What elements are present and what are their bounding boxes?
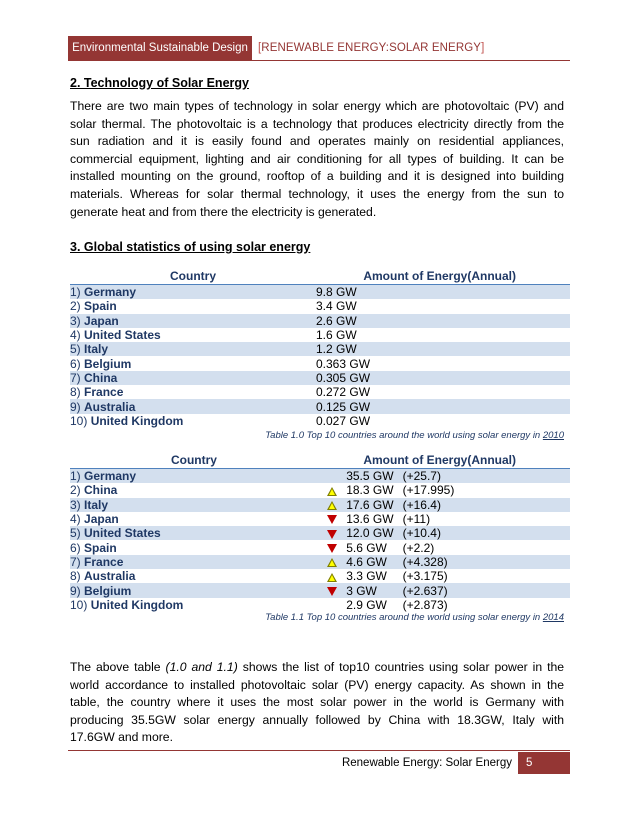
country-cell bbox=[70, 555, 318, 569]
energy-value: 0.125 GW bbox=[316, 399, 570, 413]
closing-p2: shows the list of top10 countries using solar power in the world accordance to installed photovoltaic solar (PV) energy capacity. As shown in the table, the country where it uses the most solar power in the world is Germany with producing 35.5GW solar energy annually followed by China with 18.3GW, Italy with 17.6GW and more. bbox=[70, 660, 565, 745]
energy-value: 0.305 GW bbox=[316, 371, 570, 385]
energy-value: 18.3 GW bbox=[346, 483, 394, 498]
table2-caption bbox=[70, 612, 564, 623]
rank: 1) bbox=[70, 469, 81, 484]
table-row bbox=[70, 356, 570, 370]
country-name: China bbox=[84, 370, 118, 385]
trend-down-icon bbox=[327, 544, 337, 553]
rank: 8) bbox=[70, 385, 81, 400]
table-row bbox=[70, 583, 570, 597]
rank: 1) bbox=[70, 285, 81, 300]
country-name: Belgium bbox=[84, 356, 132, 371]
country-cell bbox=[70, 414, 316, 428]
rank: 5) bbox=[70, 526, 81, 541]
country-cell bbox=[70, 598, 318, 612]
rank: 2) bbox=[70, 483, 81, 498]
trend-up-icon bbox=[327, 487, 337, 496]
country-name: Australia bbox=[84, 399, 136, 414]
table-row bbox=[70, 469, 570, 484]
country-name: United Kingdom bbox=[90, 597, 184, 612]
table-row bbox=[70, 328, 570, 342]
country-name: France bbox=[84, 554, 124, 569]
energy-change: (+25.7) bbox=[403, 469, 570, 484]
energy-value: 1.6 GW bbox=[316, 328, 357, 343]
footer-page-number: 5 bbox=[518, 752, 570, 774]
country-cell bbox=[70, 569, 318, 583]
energy-value: 1.2 GW bbox=[316, 342, 570, 356]
energy-value: 13.6 GW bbox=[346, 512, 394, 527]
country-cell bbox=[70, 540, 318, 554]
header-divider bbox=[68, 60, 570, 61]
rank: 7) bbox=[70, 554, 81, 569]
country-cell bbox=[70, 285, 316, 300]
energy-value: 3.4 GW bbox=[316, 299, 357, 314]
energy-change: (+16.4) bbox=[403, 498, 570, 512]
trend-cell bbox=[318, 598, 346, 612]
trend-cell bbox=[318, 583, 346, 597]
energy-value: 2.9 GW bbox=[346, 597, 387, 612]
closing-paragraph bbox=[70, 659, 564, 747]
energy-change: (+3.175) bbox=[402, 569, 448, 584]
table-row bbox=[70, 555, 570, 569]
section2-body: There are two main types of technology in solar energy which are photovoltaic (PV) and solar thermal. The photovoltaic is a technology that produces electricity directly from the sun radiation and it is easily found and operates mainly on residential appliances, commercial equipment, lighting and air conditioning for all types of building. It can be installed mounting on the ground, rooftop of a building and it is designed into building materials. Whereas for solar thermal technology, it uses the energy from the sun to generate heat and from there the electricity is generated. bbox=[70, 99, 564, 219]
energy-value: 4.6 GW bbox=[346, 555, 402, 569]
header-title-text: RENEWABLE ENERGY:SOLAR ENERGY bbox=[261, 42, 482, 54]
rank: 2) bbox=[70, 299, 81, 314]
trend-cell bbox=[318, 540, 346, 554]
table1-caption bbox=[70, 430, 564, 441]
closing-table-ref: (1.0 and 1.1) bbox=[165, 660, 238, 674]
rank: 6) bbox=[70, 356, 81, 371]
table-row bbox=[70, 483, 570, 497]
energy-change: (+2.637) bbox=[403, 583, 570, 597]
trend-cell bbox=[318, 555, 346, 569]
table-row bbox=[70, 299, 570, 313]
country-cell bbox=[70, 469, 318, 484]
country-name: Spain bbox=[84, 299, 117, 314]
trend-cell bbox=[318, 498, 346, 512]
country-name: Spain bbox=[84, 540, 117, 555]
energy-change: (+2.2) bbox=[402, 540, 435, 555]
table-row bbox=[70, 540, 570, 554]
header-bracket-close: ] bbox=[481, 42, 485, 54]
country-name: Belgium bbox=[84, 583, 132, 598]
energy-change: (+2.873) bbox=[402, 597, 448, 612]
header-bracket-open: [ bbox=[258, 42, 262, 54]
country-cell bbox=[70, 583, 318, 597]
country-cell bbox=[70, 371, 316, 385]
footer-text: Renewable Energy: Solar Energy bbox=[341, 757, 512, 769]
energy-value: 0.027 GW bbox=[316, 413, 371, 428]
header-doc-label: Environmental Sustainable Design bbox=[68, 36, 252, 60]
energy-value: 9.8 GW bbox=[316, 285, 570, 300]
rank: 7) bbox=[70, 370, 81, 385]
table1-caption-year: 2010 bbox=[542, 430, 564, 441]
country-name: Japan bbox=[84, 512, 119, 527]
energy-change: (+11) bbox=[402, 512, 431, 527]
table2-caption-year: 2014 bbox=[542, 612, 564, 623]
country-cell bbox=[70, 342, 316, 356]
trend-cell bbox=[318, 569, 346, 583]
table-row bbox=[70, 314, 570, 328]
table1-col-amount: Amount of Energy(Annual) bbox=[316, 267, 570, 285]
table-row bbox=[70, 526, 570, 540]
energy-change: (+17.995) bbox=[402, 483, 455, 498]
energy-value: 0.363 GW bbox=[316, 356, 371, 371]
trend-up-icon bbox=[327, 573, 337, 582]
country-name: United States bbox=[84, 526, 161, 541]
country-name: Italy bbox=[84, 497, 109, 512]
country-name: United Kingdom bbox=[90, 413, 184, 428]
energy-value: 0.272 GW bbox=[316, 385, 371, 400]
country-name: Australia bbox=[84, 569, 136, 584]
table-2014 bbox=[70, 451, 570, 612]
country-cell bbox=[70, 512, 318, 526]
trend-up-icon bbox=[327, 501, 337, 510]
header-title bbox=[258, 36, 484, 60]
table-2010 bbox=[70, 267, 570, 428]
energy-value: 35.5 GW bbox=[346, 469, 402, 484]
table-row bbox=[70, 385, 570, 399]
table2-caption-text: Table 1.1 Top 10 countries around the world using solar energy in bbox=[265, 612, 543, 623]
rank: 9) bbox=[70, 399, 81, 414]
trend-cell bbox=[318, 483, 346, 497]
rank: 8) bbox=[70, 569, 81, 584]
table-row bbox=[70, 512, 570, 526]
section3-heading: 3. Global statistics of using solar energy bbox=[70, 240, 311, 254]
country-cell bbox=[70, 385, 316, 399]
table-row bbox=[70, 371, 570, 385]
rank: 6) bbox=[70, 540, 81, 555]
energy-change: (+10.4) bbox=[403, 526, 570, 540]
rank: 4) bbox=[70, 328, 81, 343]
country-name: China bbox=[84, 483, 118, 498]
table1-caption-text: Table 1.0 Top 10 countries around the world using solar energy in bbox=[265, 430, 543, 441]
country-cell bbox=[70, 498, 318, 512]
trend-cell bbox=[318, 526, 346, 540]
country-name: Italy bbox=[84, 342, 109, 357]
energy-value: 2.6 GW bbox=[316, 314, 570, 328]
trend-up-icon bbox=[327, 558, 337, 567]
rank: 10) bbox=[70, 597, 88, 612]
rank: 5) bbox=[70, 342, 81, 357]
country-name: France bbox=[84, 385, 124, 400]
trend-down-icon bbox=[327, 515, 337, 524]
energy-value: 3.3 GW bbox=[346, 569, 387, 584]
table-row bbox=[70, 342, 570, 356]
table2-col-country: Country bbox=[70, 451, 318, 469]
rank: 9) bbox=[70, 583, 81, 598]
country-name: United States bbox=[84, 328, 161, 343]
table-row bbox=[70, 569, 570, 583]
energy-value: 17.6 GW bbox=[346, 498, 402, 512]
rank: 3) bbox=[70, 497, 81, 512]
energy-value: 5.6 GW bbox=[346, 540, 387, 555]
footer-divider bbox=[68, 750, 570, 751]
country-cell bbox=[70, 526, 318, 540]
table-row bbox=[70, 399, 570, 413]
trend-cell bbox=[318, 512, 346, 526]
country-name: Japan bbox=[84, 313, 119, 328]
table-row bbox=[70, 414, 570, 428]
country-cell bbox=[70, 399, 316, 413]
energy-value: 3 GW bbox=[346, 583, 402, 597]
table-row bbox=[70, 498, 570, 512]
table1-col-country: Country bbox=[70, 267, 316, 285]
trend-down-icon bbox=[327, 530, 337, 539]
table-row bbox=[70, 285, 570, 300]
country-name: Germany bbox=[84, 285, 137, 300]
country-cell bbox=[70, 483, 318, 497]
rank: 10) bbox=[70, 413, 88, 428]
rank: 3) bbox=[70, 313, 81, 328]
energy-change: (+4.328) bbox=[403, 555, 570, 569]
energy-value: 12.0 GW bbox=[346, 526, 402, 540]
trend-cell bbox=[318, 469, 346, 484]
country-cell bbox=[70, 356, 316, 370]
table2-col-amount: Amount of Energy(Annual) bbox=[318, 451, 570, 469]
closing-p1: The above table bbox=[70, 660, 166, 674]
country-cell bbox=[70, 314, 316, 328]
country-cell bbox=[70, 328, 316, 342]
country-name: Germany bbox=[84, 469, 137, 484]
rank: 4) bbox=[70, 512, 81, 527]
table-row bbox=[70, 598, 570, 612]
country-cell bbox=[70, 299, 316, 313]
trend-down-icon bbox=[327, 587, 337, 596]
section2-heading: 2. Technology of Solar Energy bbox=[70, 76, 249, 90]
